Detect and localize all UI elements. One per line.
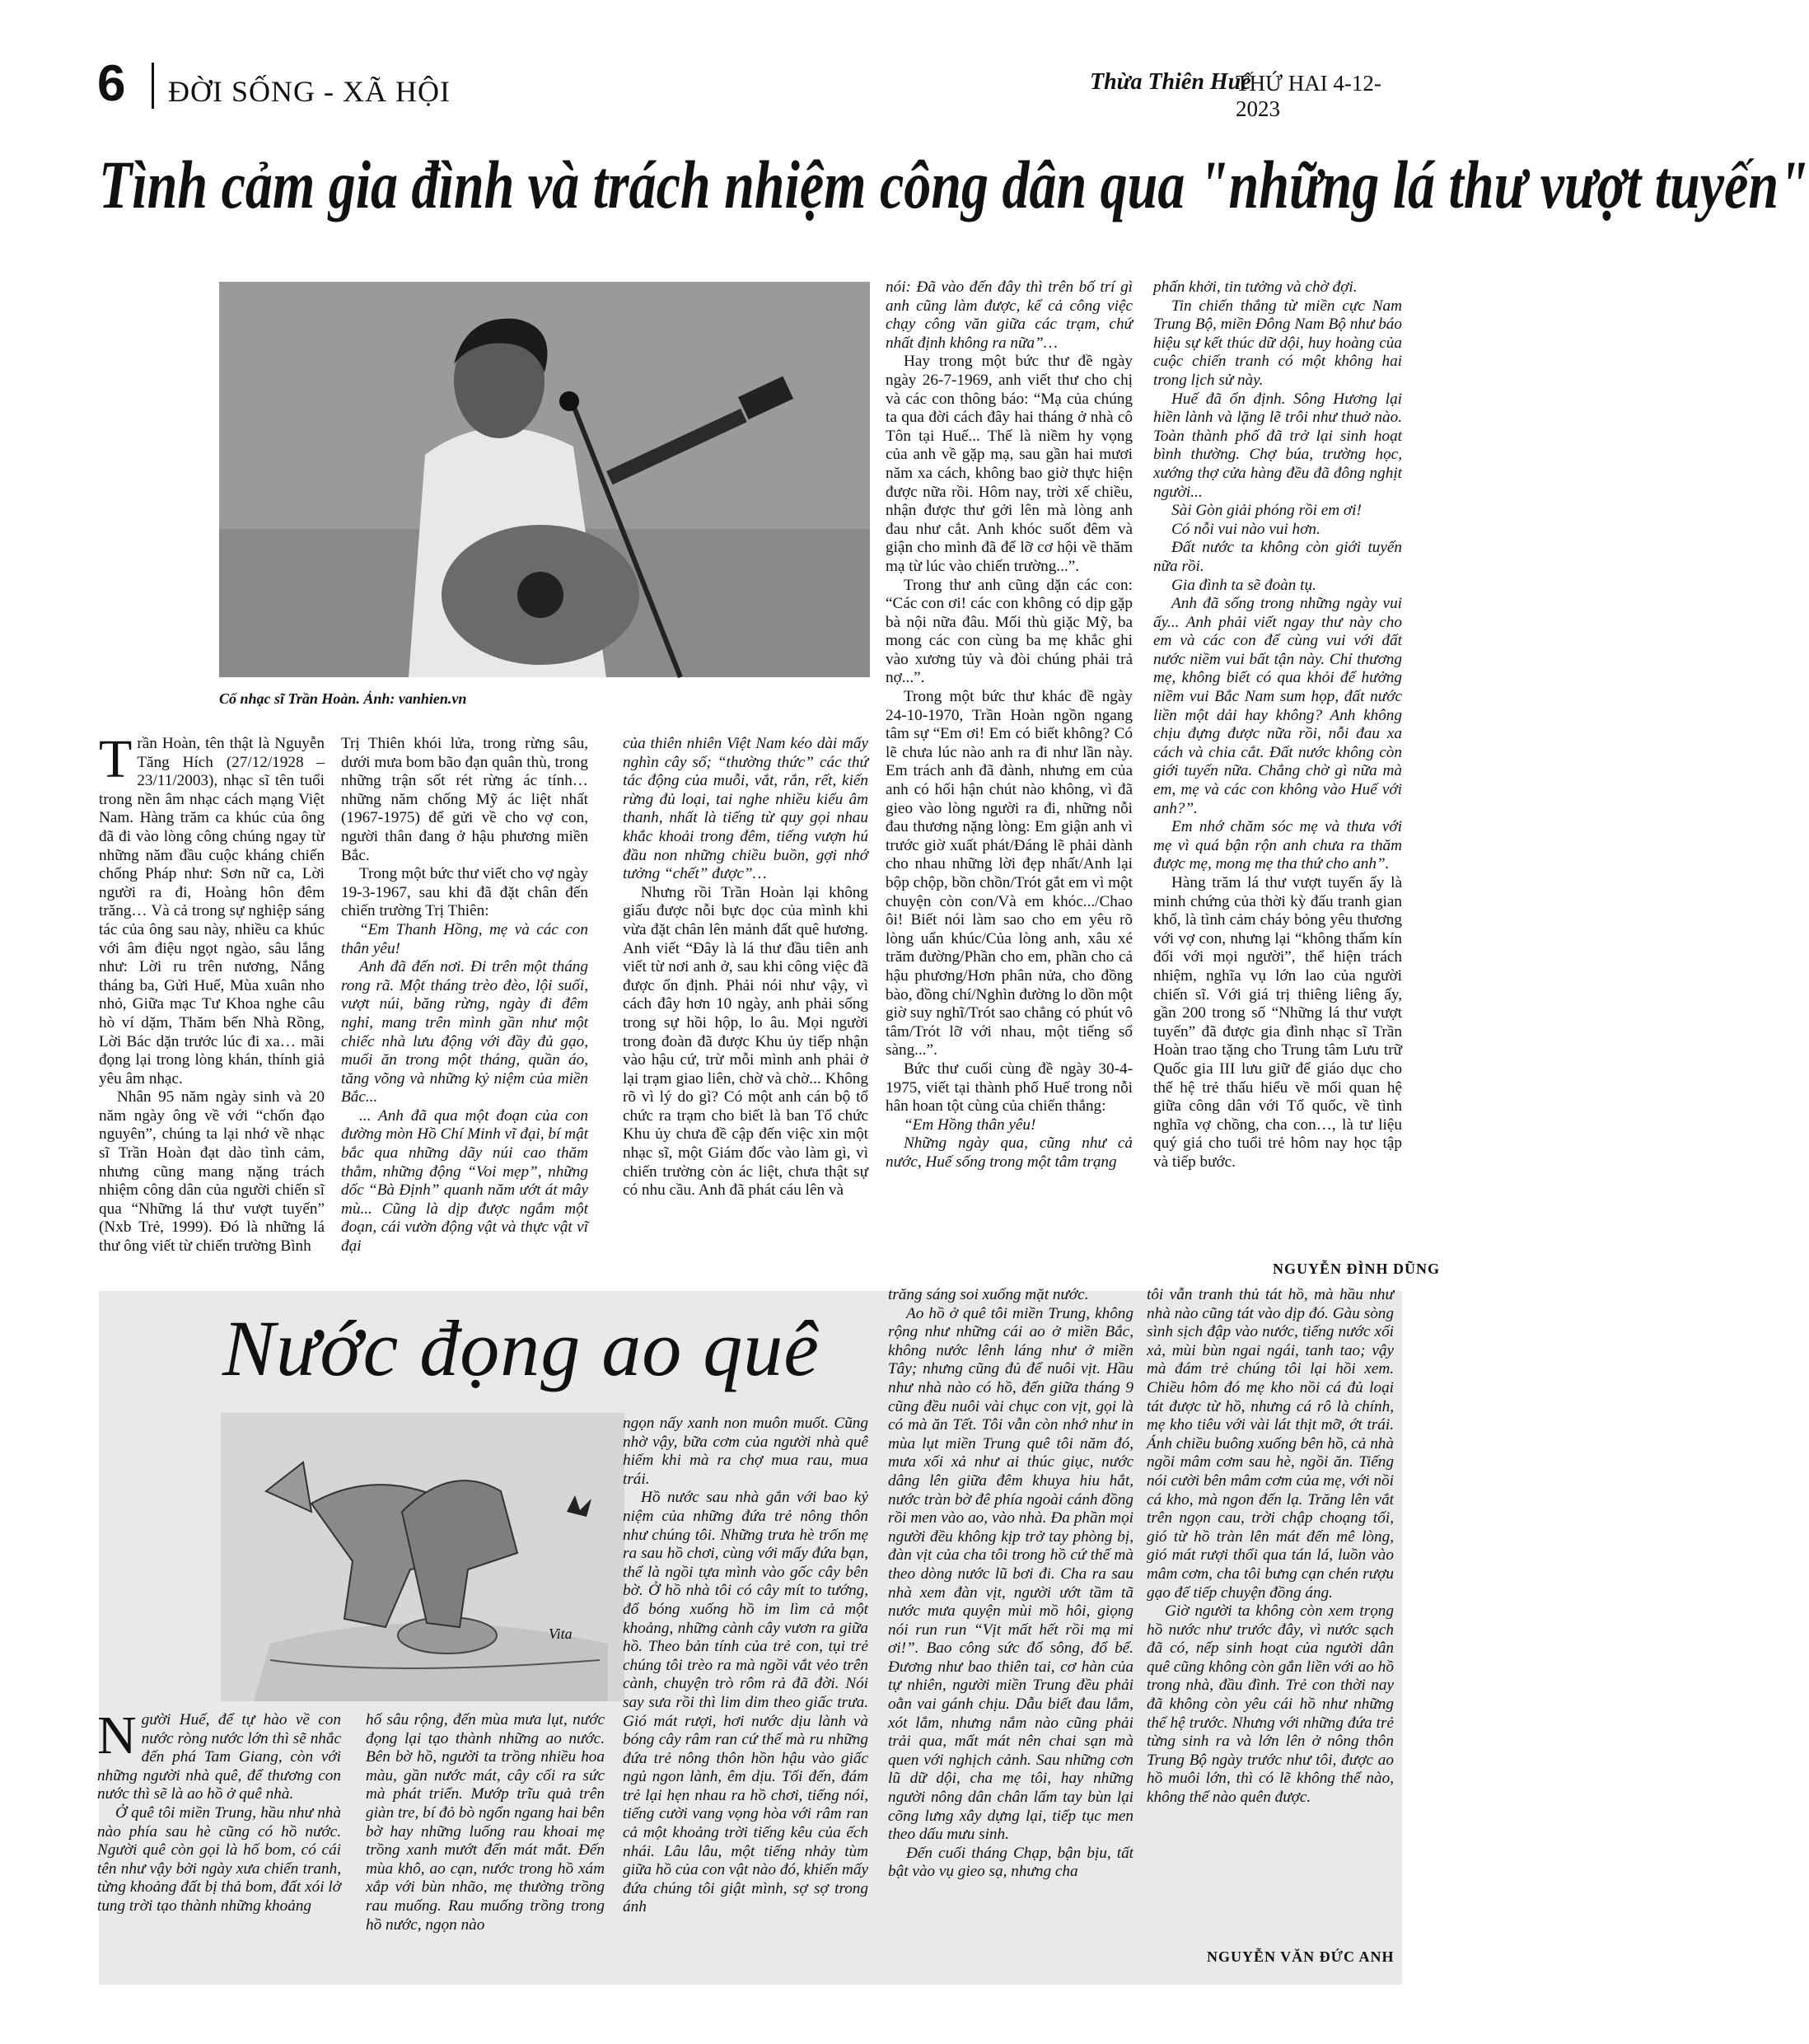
article2-column-1: Người Huế, để tự hào về con nước ròng nước lớn thì sẽ nhắc đến phá Tam Giang, còn với những người nhà quê, để thương con nước thì sẽ là ao hồ ở quê nhà. Ở quê tôi miền Trung, hầu như nhà nào phía sau hè cũng có hồ nước. Người quê còn gọi là hố bom, có cái tên như vậy bởi ngày xưa chiến tranh, từng khoảng đất bị thả bom, đất xói lở tung trời tạo thành những khoảng bbox=[97, 1705, 341, 1915]
article1-author: NGUYỄN ĐÌNH DŨNG bbox=[1273, 1261, 1441, 1277]
paper-name: Thừa Thiên Huế bbox=[1090, 69, 1251, 95]
article1-column-1: Trần Hoàn, tên thật là Nguyễn Tăng Hích (27/12/1928 – 23/11/2003), nhạc sĩ tên tuổi trong nền âm nhạc cách mạng Việt Nam. Hàng trăm ca khúc của ông đã đi vào lòng công chúng ngay từ những năm đầu cuộc kháng chiến chống Pháp như: Sơn nữ ca, Lời người ra đi, Hoàng hôn đêm trăng… Và cả trong sự nghiệp sáng tác của ông sau này, nhiều ca khúc với âm điệu ngọt ngào, sâu lắng như: Lời ru trên nương, Nắng tháng ba, Gửi Huế, Mùa xuân nho nhỏ, Giữa mạc Tư Khoa nghe câu hò ví dặm, Thăm bến Nhà Rồng, Lời Bác dặn trước lúc đi xa… mãi đọng lại trong lòng khán, thính giả yêu âm nhạc. Nhân 95 năm ngày sinh và 20 năm ngày ông về với “chốn đạo nguyên”, chúng ta lại nhớ về nhạc sĩ Trần Hoàn đạt dào tình cảm, nhưng cũng mang nặng trách nhiệm công dân của người chiến sĩ qua “Những lá thư vượt tuyến” (Nxb Trẻ, 1999). Đó là những lá thư ông viết từ chiến trường Bình bbox=[99, 729, 325, 1256]
article1-column-3: của thiên nhiên Việt Nam kéo dài mấy nghìn cây số; “thường thức” các thứ tác động của muỗi, vắt, rắn, rết, kiến rừng đủ loại, tai nghe nhiều kiểu âm thanh, nhất là tiếng từ quy gọi nhau khắc khoải trong đêm, tiếng vượn hú đầu non những chiều buồn, gợi nhớ tưởng “chết” được”… Nhưng rồi Trần Hoàn lại không giấu được nỗi bực dọc của mình khi vừa đặt chân lên mảnh đất quê hương. Anh viết “Đây là lá thư đầu tiên anh viết từ nơi anh ở, sau khi công việc đã được ổn định. Phải nói như vậy, vì cách đây hơn 10 ngày, anh phải sống trong sự hồi hộp, lo âu. Mọi người trong đoàn đã được Khu ủy tiếp nhận vào hậu cứ, trừ mỗi mình anh phải ở lại trạm giao liên, chờ và chờ... Không rõ vì lý do gì? Có một anh cán bộ tổ chức ra trạm cho biết là ban Tổ chức Khu ủy chưa đề cập đến việc xin một nhạc sĩ, một Giám đốc vào làm gì, vì chiến trường còn ác liệt, chưa thật sự có nhu cầu. Anh đã phát cáu lên và bbox=[623, 735, 868, 1200]
article2-column-5: tôi vẫn tranh thủ tát hồ, mà hầu như nhà nào cũng tát vào dịp đó. Gàu sòng sình sịch đập vào nước, tiếng nước xối xả, mùi bùn ngai ngái, tanh tao; vậy mà đám trẻ chúng tôi lại hồi xem. Chiều hôm đó mẹ kho nồi cá đủ loại tát được từ hồ, nhưng cá rô là chính, mẹ kho tiêu với vài lát thịt mỡ, ớt trái. Ánh chiều buông xuống bên hồ, cả nhà ngồi mâm cơm sau hè, ngồi ăn. Tiếng nói cười bên mâm cơm của mẹ, với nồi cá kho, mà ngon đến lạ. Trăng lên vắt trên ngọn cau, trời chập choạng tối, gió từ hồ tràn lên mát đến mê lòng, gió mát rượi thổi qua tán lá, luồn vào mâm cơm, cha tôi bưng cạn chén rượu gạo để tiếp chuyện đồng áng. Giờ người ta không còn xem trọng hồ nước như trước đây, vì nước sạch đã có, nếp sinh hoạt của người dân quê cũng không còn gắn liền với ao hồ trong nhà, đầu đình. Trẻ con thời nay đã không còn yêu cái hồ như những thế hệ trước. Nhưng với những đứa trẻ từng sinh ra và lớn lên ở nông thôn Trung Bộ ngày trước như tôi, được ao hồ muôi lớn, thì có lẽ không thể nào, không thể nào quên được. bbox=[1147, 1286, 1394, 1807]
pond-sketch-image bbox=[221, 1413, 624, 1701]
article2-column-2: hố sâu rộng, đến mùa mưa lụt, nước đọng lại tạo thành những ao nước. Bên bờ hồ, người ta trồng nhiều hoa màu, gần nước mát, cây cối ra sức mà phát triển. Mướp trĩu quả trên giàn tre, bí đỏ bò ngổn ngang hai bên bờ hay những luống rau khoai mẹ trồng xanh mướt đến mát mắt. Đến mùa khô, ao cạn, nước trong hồ xám xắp với bùn nhão, mẹ thường trồng rau muống. Rau muống trồng trong hồ nước, ngọn nào bbox=[366, 1711, 605, 1934]
guitarist-image bbox=[219, 282, 870, 677]
article1-column-2: Trị Thiên khói lửa, trong rừng sâu, dưới mưa bom bão đạn quân thù, trong những trận sốt rét rừng ác tính… những năm chống Mỹ ác liệt nhất (1967-1975) để gửi về cho vợ con, người thân đang ở hậu phương miền Bắc. Trong một bức thư viết cho vợ ngày 19-3-1967, sau khi đã đặt chân đến chiến trường Trị Thiên: “Em Thanh Hồng, mẹ và các con thân yêu! Anh đã đến nơi. Đi trên một tháng rong rã. Một tháng trèo đèo, lội suối, vượt núi, băng rừng, ngày đi đêm nghỉ, mang trên mình gần như một chiếc nhà lưu động với đầy đủ gạo, muối ăn trong một tháng, quần áo, tăng võng và những kỷ niệm của miền Bắc... ... Anh đã qua một đoạn của con đường mòn Hồ Chí Minh vĩ đại, bí mật bắc qua những dãy núi cao thăm thẳm, những động “Voi mẹp”, những dốc “Bà Định” quanh năm ướt át mây mù... Cũng là dịp được ngắm một đoạn, cái vườn động vật và thực vật vĩ đại bbox=[341, 735, 588, 1256]
issue-date: THỨ HAI 4-12-2023 bbox=[1236, 71, 1381, 121]
article2-box bbox=[97, 1286, 1402, 1985]
section-name: ĐỜI SỐNG - XÃ HỘI bbox=[168, 75, 451, 108]
musician-photo bbox=[219, 282, 870, 677]
article1-column-4: nói: Đã vào đến đây thì trên bố trí gì anh cũng làm được, kể cả công việc chạy công văn giữa các trạm, chứ nhất định không ra nữa”… Hay trong một bức thư đề ngày ngày 26-7-1969, anh viết thư cho chị và các con thông báo: “Mạ của chúng ta qua đời cách đây hai tháng ở nhà cô Tôn tại Huế... Thế là niềm hy vọng của anh về gặp mạ, sau gần hai mươi năm xa cách, không bao giờ thực hiện được nữa rồi. Hôm nay, trời xế chiều, nhận được thư gởi lên mà lòng anh đau như cắt. Anh khóc suốt đêm và giận cho mình đã để lỡ cơ hội về thăm mạ từ lúc vào chiến trường...”. Trong thư anh cũng dặn các con: “Các con ơi! các con không có dịp gặp bà nội nữa đâu. Mối thù giặc Mỹ, ba mong các con cùng ba mẹ khắc ghi vào xương tủy và đòi chúng phải trả nợ...”. Trong một bức thư khác đề ngày 24-10-1970, Trần Hoàn ngồn ngang tâm sự “Em ơi! Em có biết không? Có lẽ chưa lúc nào anh ra đi như lần này. Em trách anh đã đành, nhưng em của anh có hối hận chút nào không, vì đã gieo vào lòng người ra đi, những nỗi đau thương nặng lòng: Em giận anh vì trước giờ xuất phát/Đáng lẽ phải dành cho nhau những lời đẹp nhất/Anh lại bộp chộp, bồn chồn/Trót gắt em vì một chuyện còn con/Và em khóc.../Chao ôi! Biết nói làm sao cho em yêu rõ lòng uẩn khúc/Của lòng anh, xâu xé trăm đường/Phần cho em, phần cho cả hậu phương/Hơn phân nửa, cho đồng bào, đồng chí/Nghìn đường lo dồn một giờ suy nghĩ/Trót sao chẳng có phút vô tâm/Trót lỡ với nhau, một tiếng sổ sàng...”. Bức thư cuối cùng đề ngày 30-4-1975, viết tại thành phố Huế trong nỗi hân hoan tột cùng của chiến thắng: “Em Hồng thân yêu! Những ngày qua, cũng như cả nước, Huế sống trong một tâm trạng bbox=[886, 278, 1133, 1171]
article2-column-3: ngọn nấy xanh non muôn muốt. Cũng nhờ vậy, bữa cơm của người nhà quê hiếm khi mà ra chợ mua rau, mua trái. Hồ nước sau nhà gắn với bao kỷ niệm của những đứa trẻ nông thôn như chúng tôi. Những trưa hè trốn mẹ ra sau hồ chơi, cùng với mấy đứa bạn, thể là ngồi tựa mình vào gốc cây bên bờ. Ở hồ nhà tôi có cây mít to tướng, đổ bóng xuống hồ im lìm cả một khoảng, những cành cây vươn ra giữa hồ. Theo bản tính của trẻ con, tụi trẻ chúng tôi trèo ra mà ngồi vắt vẻo trên cành, chuyện trò rôm rả đã đời. Nói say sưa rồi thì lim dim theo giấc trưa. Gió mát rượi, hơi nước dịu lành và bóng cây râm ran cứ thế mà ru những đứa trẻ nông thôn hồn hậu vào giấc ngủ ngon lành, êm dịu. Tối đến, đám trẻ lại hẹn nhau ra hồ chơi, tiếng nói, tiếng cười vang vọng hòa với râm ran cả một khoảng trời tiếng kêu của ếch nhái. Lâu lâu, một tiếng nhảy tùm giữa hồ của con vật nào đó, khiến mấy đứa chúng tôi giật mình, sợ sợ trong ánh bbox=[623, 1415, 868, 1916]
drop-cap: T bbox=[99, 729, 133, 789]
photo-caption: Cố nhạc sĩ Trần Hoàn. Ảnh: vanhien.vn bbox=[219, 690, 467, 707]
article2-author: NGUYỄN VĂN ĐỨC ANH bbox=[1207, 1948, 1395, 1965]
article1-column-5: phấn khởi, tin tưởng và chờ đợi. Tin chiến thắng từ miền cực Nam Trung Bộ, miền Đông Nam Bộ như báo hiệu sự kết thúc dữ dội, huy hoàng của cuộc chiến tranh có một không hai trong lịch sử này. Huế đã ổn định. Sông Hương lại hiền lành và lặng lẽ trôi như thuở nào. Toàn thành phố đã trở lại sinh hoạt bình thường. Chợ búa, trường học, xướng thợ cửa hàng đều đã đông nghịt người... Sài Gòn giải phóng rồi em ơi! Có nỗi vui nào vui hơn. Đất nước ta không còn giới tuyến nữa rồi. Gia đình ta sẽ đoàn tụ. Anh đã sống trong những ngày vui ấy... Anh phải viết ngay thư này cho em và các con để cùng vui với đất nước niềm vui bất tận này. Chỉ thương mẹ, không biết có qua khỏi để hưởng niềm vui Bắc Nam sum họp, đất nước liền một dải hay không? Anh không chịu đựng được nữa rồi, nỗi đau xa cách và chia cắt. Đất nước không còn giới tuyến nữa. Chẳng chờ gì nữa mà em, mẹ và các con không vào Huế với anh?”. Em nhớ chăm sóc mẹ và thưa với mẹ vì quá bận rộn anh chưa ra thăm được mẹ, mong mẹ tha thứ cho anh”. Hàng trăm lá thư vượt tuyến ấy là minh chứng của thời kỳ đấu tranh gian khổ, là tình cảm cháy bỏng yêu thương với vợ con, nhưng lại “không thấm kín đối với mọi người”, thể hiện trách nhiệm, nghĩa vụ lớn lao của người chiến sĩ. Với giá trị thiêng liêng ấy, gần 200 trong số “Những lá thư vượt tuyến” đã được gia đình nhạc sĩ Trần Hoàn trao tặng cho Trung tâm Lưu trữ Quốc gia III lưu giữ để giáo dục cho thế hệ trẻ thấu hiểu về mối quan hệ giữa công dân với Tổ quốc, về tình nghĩa vợ chồng, cha con…, là tư liệu quý giá cho tuổi trẻ hôm nay học tập và tiếp bước. bbox=[1153, 278, 1402, 1171]
article2-headline: Nước đọng ao quê bbox=[222, 1304, 820, 1392]
header-divider bbox=[152, 63, 154, 109]
article2-column-4: trăng sáng soi xuống mặt nước. Ao hồ ở quê tôi miền Trung, không rộng như những cái ao ở miền Bắc, không nước lênh láng như ở miền Tây; nhưng cũng đủ để nuôi vịt. Hầu như nhà nào có hồ, đến giữa tháng 9 cũng đều nuôi vài chục con vịt, gọi là có mà ăn Tết. Tôi vẫn còn nhớ như in mùa lụt miền Trung quê tôi năm đó, mưa xối xả như ai thúc giục, nước dâng lên giữa đêm khuya hiu hắt, nước tràn bờ đê phía ngoài cánh đồng rồi men vào ao, vào nhà. Đa phần mọi người đều không kịp trở tay phòng bị, đàn vịt của cha tôi trong hồ cứ thế mà theo dòng nước lũ bơi đi. Cha ra sau nhà xem đàn vịt, người ướt tầm tã nước mưa quyện mùi mồ hôi, giọng nói run run “Vịt mất hết rồi mạ mi ơi!”. Bao công sức đổ sông, đổ bể. Đương như bao thiên tai, cơ hàn của tự nhiên, người miền Trung đều phải oằn vai gánh chịu. Dẫu biết đau lắm, xót lắm, nhưng nắm nào cũng phải trải qua, mất mát nên chai sạn mà quen với nghịch cảnh. Sau những cơn lũ dữ dội, cha mẹ tôi, hay những người nông dân chân lấm tay bùn lại cõng lưng xây dựng lại, tiếp tục men theo dấu mưu sinh. Đến cuối tháng Chạp, bận bịu, tất bật vào vụ gieo sạ, nhưng cha bbox=[888, 1286, 1134, 1881]
article1-headline: Tình cảm gia đình và trách nhiệm công dân qua "những lá thư vượt tuyến" bbox=[99, 147, 1809, 223]
page-header bbox=[97, 55, 1407, 121]
drop-cap: N bbox=[97, 1705, 137, 1766]
page-number: 6 bbox=[97, 55, 126, 112]
illustration-signature: Vita bbox=[549, 1625, 573, 1642]
article2-illustration bbox=[221, 1413, 624, 1701]
